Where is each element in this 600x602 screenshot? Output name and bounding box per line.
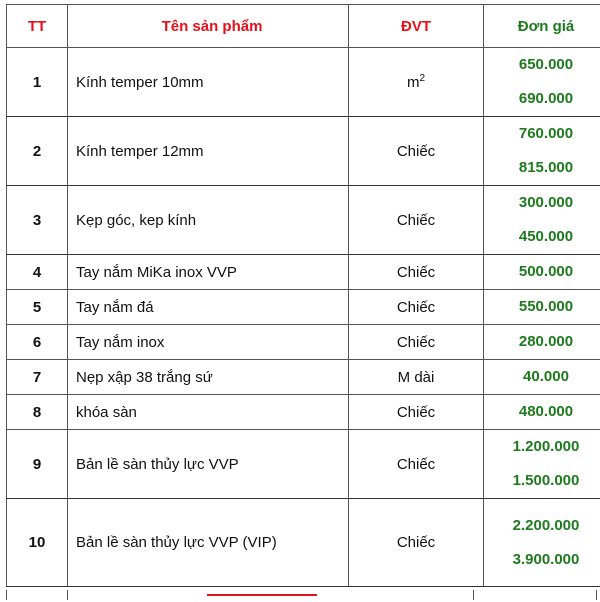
table-row [7, 360, 600, 395]
price-value: 280.000 [484, 325, 600, 359]
unit-text: Chiếc [397, 334, 435, 351]
price-value: 815.000 [484, 151, 600, 185]
table-row [7, 186, 600, 255]
row-number: 10 [7, 499, 68, 587]
unit-cell [349, 255, 484, 290]
price-cell [484, 117, 600, 186]
unit-superscript: 2 [419, 73, 425, 84]
unit-cell [349, 499, 484, 587]
row-number: 7 [7, 360, 68, 395]
unit-text: Chiếc [397, 404, 435, 421]
price-cell [484, 360, 600, 395]
product-name: Kính temper 10mm [68, 48, 349, 117]
table-row [7, 395, 600, 430]
price-value: 650.000 [484, 48, 600, 82]
unit-cell [349, 395, 484, 430]
unit-cell [349, 117, 484, 186]
table-row [7, 117, 600, 186]
unit-text: Chiếc [397, 456, 435, 473]
price-value: 690.000 [484, 82, 600, 116]
row-number: 9 [7, 430, 68, 499]
price-value: 1.500.000 [484, 464, 600, 498]
unit-text: Chiếc [397, 534, 435, 551]
header-tt: TT [7, 5, 68, 48]
row-number: 1 [7, 48, 68, 117]
product-name: Kẹp góc, kep kính [68, 186, 349, 255]
unit-cell [349, 360, 484, 395]
product-name: khóa sàn [68, 395, 349, 430]
price-value: 450.000 [484, 220, 600, 254]
row-number: 8 [7, 395, 68, 430]
price-cell [484, 186, 600, 255]
table-row [7, 430, 600, 499]
price-value: 2.200.000 [484, 509, 600, 543]
product-name: Bản lề sàn thủy lực VVP [68, 430, 349, 499]
product-name: Kính temper 12mm [68, 117, 349, 186]
unit-cell [349, 48, 484, 117]
unit-text: Chiếc [397, 264, 435, 281]
price-value: 500.000 [484, 255, 600, 289]
unit-text: M dài [398, 369, 435, 386]
fragment-divider [473, 590, 474, 600]
table-row [7, 255, 600, 290]
price-value: 760.000 [484, 117, 600, 151]
unit-cell [349, 186, 484, 255]
price-cell [484, 395, 600, 430]
row-number: 5 [7, 290, 68, 325]
unit-cell [349, 325, 484, 360]
product-name: Tay nắm MiKa inox VVP [68, 255, 349, 290]
product-name: Tay nắm đá [68, 290, 349, 325]
price-value: 3.900.000 [484, 543, 600, 577]
price-cell [484, 499, 600, 587]
table-row [7, 48, 600, 117]
product-name: Tay nắm inox [68, 325, 349, 360]
next-table-fragment [6, 590, 597, 600]
unit-text: Chiếc [397, 143, 435, 160]
unit-cell [349, 430, 484, 499]
price-cell [484, 255, 600, 290]
cut-off-header-text [207, 594, 317, 602]
unit-text: m [407, 74, 420, 91]
price-value: 550.000 [484, 290, 600, 324]
unit-cell [349, 290, 484, 325]
header-product-name: Tên sản phẩm [68, 5, 349, 48]
price-table [6, 4, 600, 587]
row-number: 2 [7, 117, 68, 186]
header-price: Đơn giá [484, 5, 600, 48]
row-number: 6 [7, 325, 68, 360]
unit-text: Chiếc [397, 299, 435, 316]
price-cell [484, 48, 600, 117]
header-row [7, 5, 600, 48]
header-unit: ĐVT [349, 5, 484, 48]
table-row [7, 325, 600, 360]
row-number: 3 [7, 186, 68, 255]
price-value: 300.000 [484, 186, 600, 220]
table-row [7, 499, 600, 587]
price-cell [484, 290, 600, 325]
price-cell [484, 430, 600, 499]
product-name: Bản lề sàn thủy lực VVP (VIP) [68, 499, 349, 587]
unit-text: Chiếc [397, 212, 435, 229]
fragment-divider [596, 590, 597, 600]
product-name: Nẹp xập 38 trắng sứ [68, 360, 349, 395]
price-value: 480.000 [484, 395, 600, 429]
table-row [7, 290, 600, 325]
price-value: 40.000 [484, 360, 600, 394]
fragment-divider [67, 590, 68, 600]
price-value: 1.200.000 [484, 430, 600, 464]
row-number: 4 [7, 255, 68, 290]
price-cell [484, 325, 600, 360]
